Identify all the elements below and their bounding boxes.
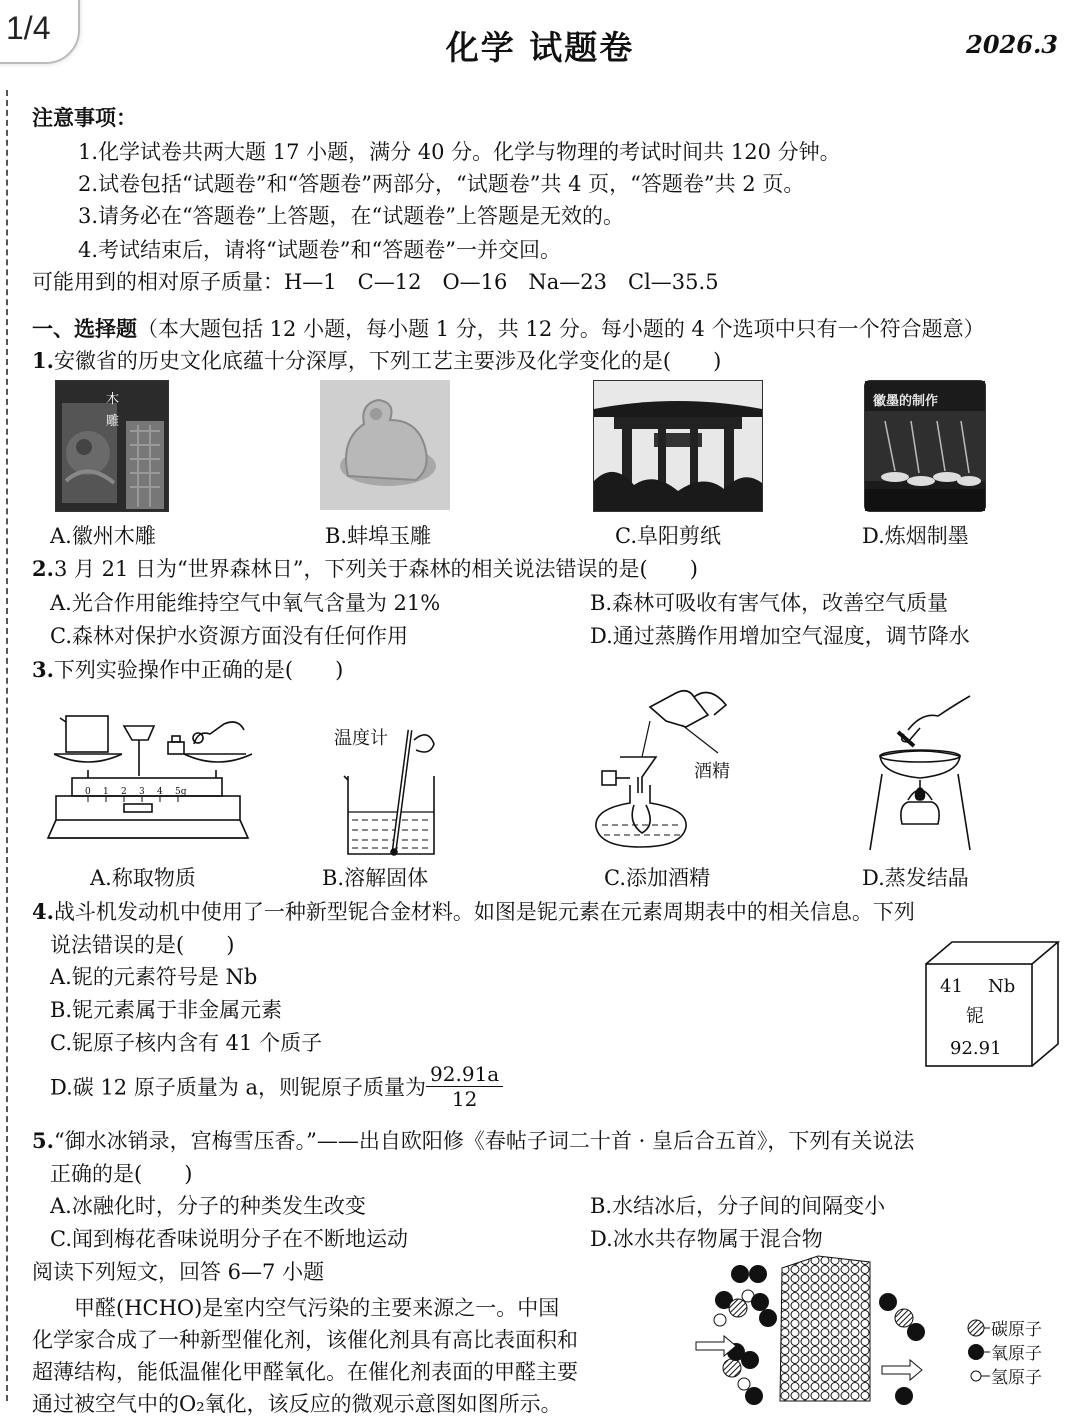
reading-intro: 阅读下列短文，回答 6—7 小题 — [32, 1260, 325, 1284]
note-item: 3.请务必在“答题卷”上答题，在“试题卷”上答题是无效的。 — [78, 204, 624, 228]
note-item: 4.考试结束后，请将“试题卷”和“答题卷”一并交回。 — [78, 238, 561, 262]
q2-option-a: A.光合作用能维持空气中氧气含量为 21% — [50, 591, 441, 615]
question-4 — [32, 896, 915, 926]
q4-option-d — [50, 1062, 503, 1111]
page-indicator: 1/4 — [6, 10, 51, 46]
scale-tick: 3 — [139, 787, 145, 797]
q1-option-d: D.炼烟制墨 — [862, 524, 969, 548]
question-stem: 战斗机发动机中使用了一种新型铌合金材料。如图是铌元素在元素周期表中的相关信息。下列 — [53, 900, 915, 924]
section-description: （本大题包括 12 小题，每小题 1 分，共 12 分。每小题的 4 个选项中只有一个符合题意） — [137, 317, 985, 341]
q2-option-d: D.通过蒸腾作用增加空气湿度，调节降水 — [590, 624, 970, 648]
q4-option-b: B.铌元素属于非金属元素 — [50, 998, 283, 1022]
question-1 — [32, 345, 721, 375]
note-item: 1.化学试卷共两大题 17 小题，满分 40 分。化学与物理的考试时间共 120 分钟。 — [78, 140, 841, 164]
q5-option-a: A.冰融化时，分子的种类发生改变 — [50, 1194, 366, 1218]
legend-hydrogen: 氢原子 — [991, 1368, 1042, 1388]
scale-tick: 5g — [175, 787, 187, 797]
q1-option-c: C.阜阳剪纸 — [615, 524, 721, 548]
q1-option-a: A.徽州木雕 — [50, 524, 156, 548]
scale-tick: 1 — [103, 787, 109, 797]
element-atomic-number: 41 — [940, 976, 963, 997]
atomic-mass-line: 可能用到的相对原子质量：H—1 C—12 O—16 Na—23 Cl—35.5 — [32, 270, 719, 294]
reading-line: 通过被空气中的O₂氧化，该反应的微观示意图如图所示。 — [32, 1392, 562, 1416]
element-symbol: Nb — [988, 976, 1016, 997]
element-name: 铌 — [966, 1006, 984, 1027]
question-2 — [32, 553, 698, 583]
question-stem-continued: 正确的是( ) — [50, 1162, 193, 1186]
binding-dashed-line — [6, 90, 8, 1401]
q2-option-c: C.森林对保护水资源方面没有任何作用 — [50, 624, 408, 648]
q5-option-c: C.闻到梅花香味说明分子在不断地运动 — [50, 1227, 408, 1251]
note-item: 2.试卷包括“试题卷”和“答题卷”两部分，“试题卷”共 4 页，“答题卷”共 2 页。 — [78, 172, 805, 196]
beaker-thermometer-diagram — [330, 720, 460, 860]
jade-carving-photo — [320, 380, 450, 510]
question-stem: 下列实验操作中正确的是( ) — [53, 658, 344, 682]
reading-line: 超薄结构，能低温催化甲醛氧化。在催化剂表面的甲醛主要 — [32, 1360, 578, 1384]
ink-making-label: 徽墨的制作 — [873, 394, 939, 409]
q3-option-d: D.蒸发结晶 — [862, 866, 969, 890]
question-5 — [32, 1125, 914, 1155]
reaction-micro-diagram — [690, 1256, 1080, 1401]
q2-option-b: B.森林可吸收有害气体，改善空气质量 — [590, 591, 949, 615]
q4-option-c: C.铌原子核内含有 41 个质子 — [50, 1031, 323, 1055]
section-heading — [32, 313, 985, 343]
evaporation-diagram — [868, 690, 978, 860]
q3-option-a: A.称取物质 — [90, 866, 196, 890]
scale-tick: 0 — [85, 787, 91, 797]
legend-carbon: 碳原子 — [991, 1320, 1042, 1340]
exam-date: 2026.3 — [966, 30, 1058, 59]
page-title: 化学 试题卷 — [445, 28, 635, 67]
q3-option-b: B.溶解固体 — [322, 866, 429, 890]
wood-carving-label: 木 — [106, 392, 120, 407]
question-stem-continued: 说法错误的是( ) — [50, 933, 235, 957]
legend-oxygen: 氧原子 — [991, 1344, 1042, 1364]
question-stem: 3 月 21 日为“世界森林日”，下列关于森林的相关说法错误的是( ) — [53, 557, 698, 581]
element-mass: 92.91 — [950, 1038, 1002, 1059]
fraction-denominator: 12 — [451, 1087, 478, 1111]
question-stem: 安徽省的历史文化底蕴十分深厚，下列工艺主要涉及化学变化的是( ) — [53, 349, 722, 373]
section-title: 一、选择题 — [32, 316, 137, 341]
scale-tick: 4 — [157, 787, 163, 797]
q1-option-b: B.蚌埠玉雕 — [325, 524, 432, 548]
q5-option-d: D.冰水共存物属于混合物 — [590, 1227, 823, 1251]
alcohol-lamp-diagram — [590, 685, 760, 860]
element-cell — [922, 940, 1062, 1070]
question-number: 3. — [32, 657, 54, 682]
question-number: 1. — [32, 348, 54, 373]
scale-tick: 2 — [121, 787, 127, 797]
question-3 — [32, 654, 343, 684]
wood-carving-photo — [55, 380, 169, 512]
question-number: 4. — [32, 899, 54, 924]
q5-option-b: B.水结冰后，分子间的间隔变小 — [590, 1194, 886, 1218]
wood-carving-label-2: 雕 — [106, 414, 120, 429]
q4-option-a: A.铌的元素符号是 Nb — [50, 965, 258, 989]
notes-heading: 注意事项： — [32, 105, 137, 130]
question-number: 2. — [32, 556, 54, 581]
thermometer-label: 温度计 — [334, 728, 388, 749]
question-number: 5. — [32, 1128, 54, 1153]
q4-option-d-text: D.碳 12 原子质量为 a，则铌原子质量为 — [50, 1075, 427, 1100]
alcohol-label: 酒精 — [694, 761, 730, 782]
reading-line: 化学家合成了一种新型催化剂，该催化剂具有高比表面积和 — [32, 1328, 578, 1352]
fraction-numerator: 92.91a — [426, 1062, 503, 1087]
fraction — [426, 1062, 503, 1111]
cropped-header-line — [330, 0, 870, 6]
paper-cut-photo — [593, 380, 763, 512]
balance-diagram — [48, 700, 248, 860]
reading-line-cut — [32, 1388, 562, 1416]
q3-option-c: C.添加酒精 — [604, 866, 710, 890]
question-stem: “御水冰销录，宫梅雪压香。”——出自欧阳修《春帖子词二十首 · 皇后合五首》，下列有关说法 — [53, 1129, 915, 1153]
ink-making-photo — [864, 380, 986, 512]
reading-line: 甲醛(HCHO)是室内空气污染的主要来源之一。中国 — [32, 1296, 560, 1320]
